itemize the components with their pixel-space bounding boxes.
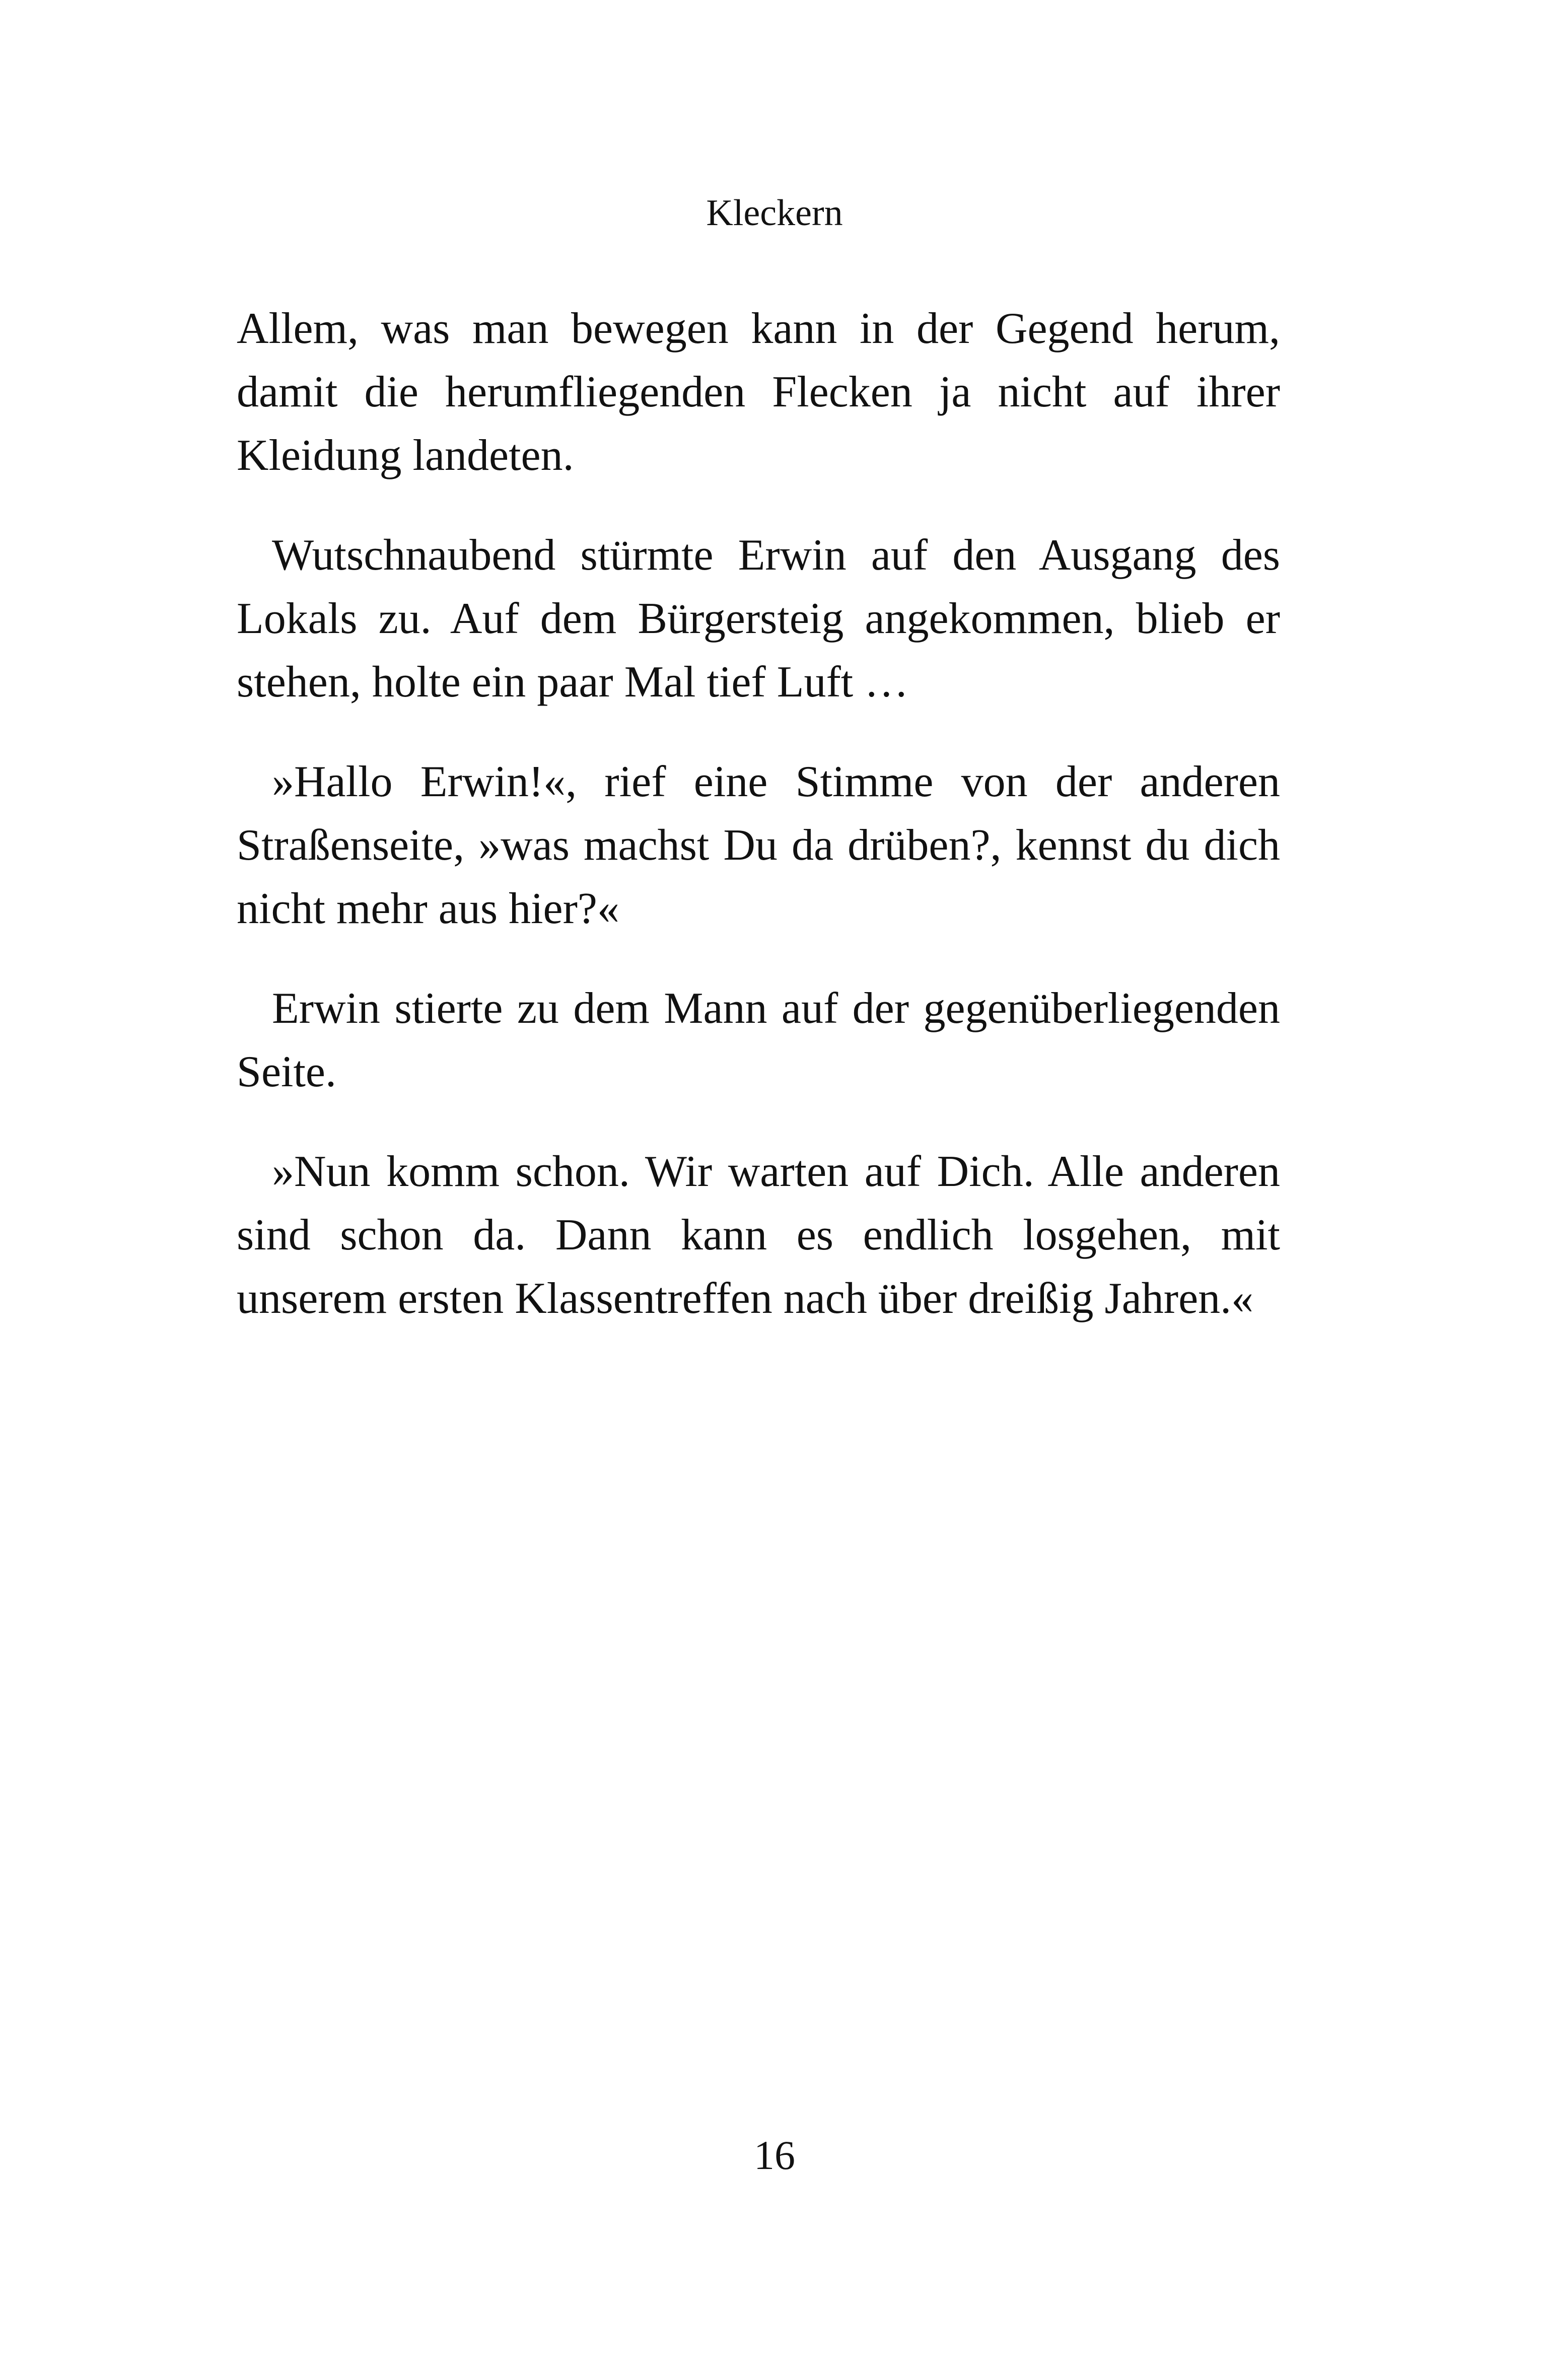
paragraph: »Hallo Erwin!«, rief eine Stimme von der anderen Straßenseite, »was machst Du da drüben?, kennst du dich nicht mehr aus hier?« — [237, 757, 1280, 933]
page-number: 16 — [754, 2132, 795, 2178]
running-header: Kleckern — [706, 192, 843, 234]
paragraph: Erwin stierte zu dem Mann auf der gegenüberliegenden Seite. — [237, 984, 1280, 1096]
body-text — [237, 297, 1280, 1367]
paragraph: »Nun komm schon. Wir warten auf Dich. Alle anderen sind schon da. Dann kann es endlich losgehen, mit unserem ersten Klassentreffen nach über dreißig Jahren.« — [237, 1147, 1280, 1323]
paragraph: Wutschnaubend stürmte Erwin auf den Ausgang des Lokals zu. Auf dem Bürgersteig angekommen, blieb er stehen, holte ein paar Mal tief Luft … — [237, 531, 1280, 707]
paragraph-continuation: Allem, was man bewegen kann in der Gegend herum, damit die herumfliegenden Flecken ja nicht auf ihrer Kleidung landeten. — [237, 304, 1280, 480]
